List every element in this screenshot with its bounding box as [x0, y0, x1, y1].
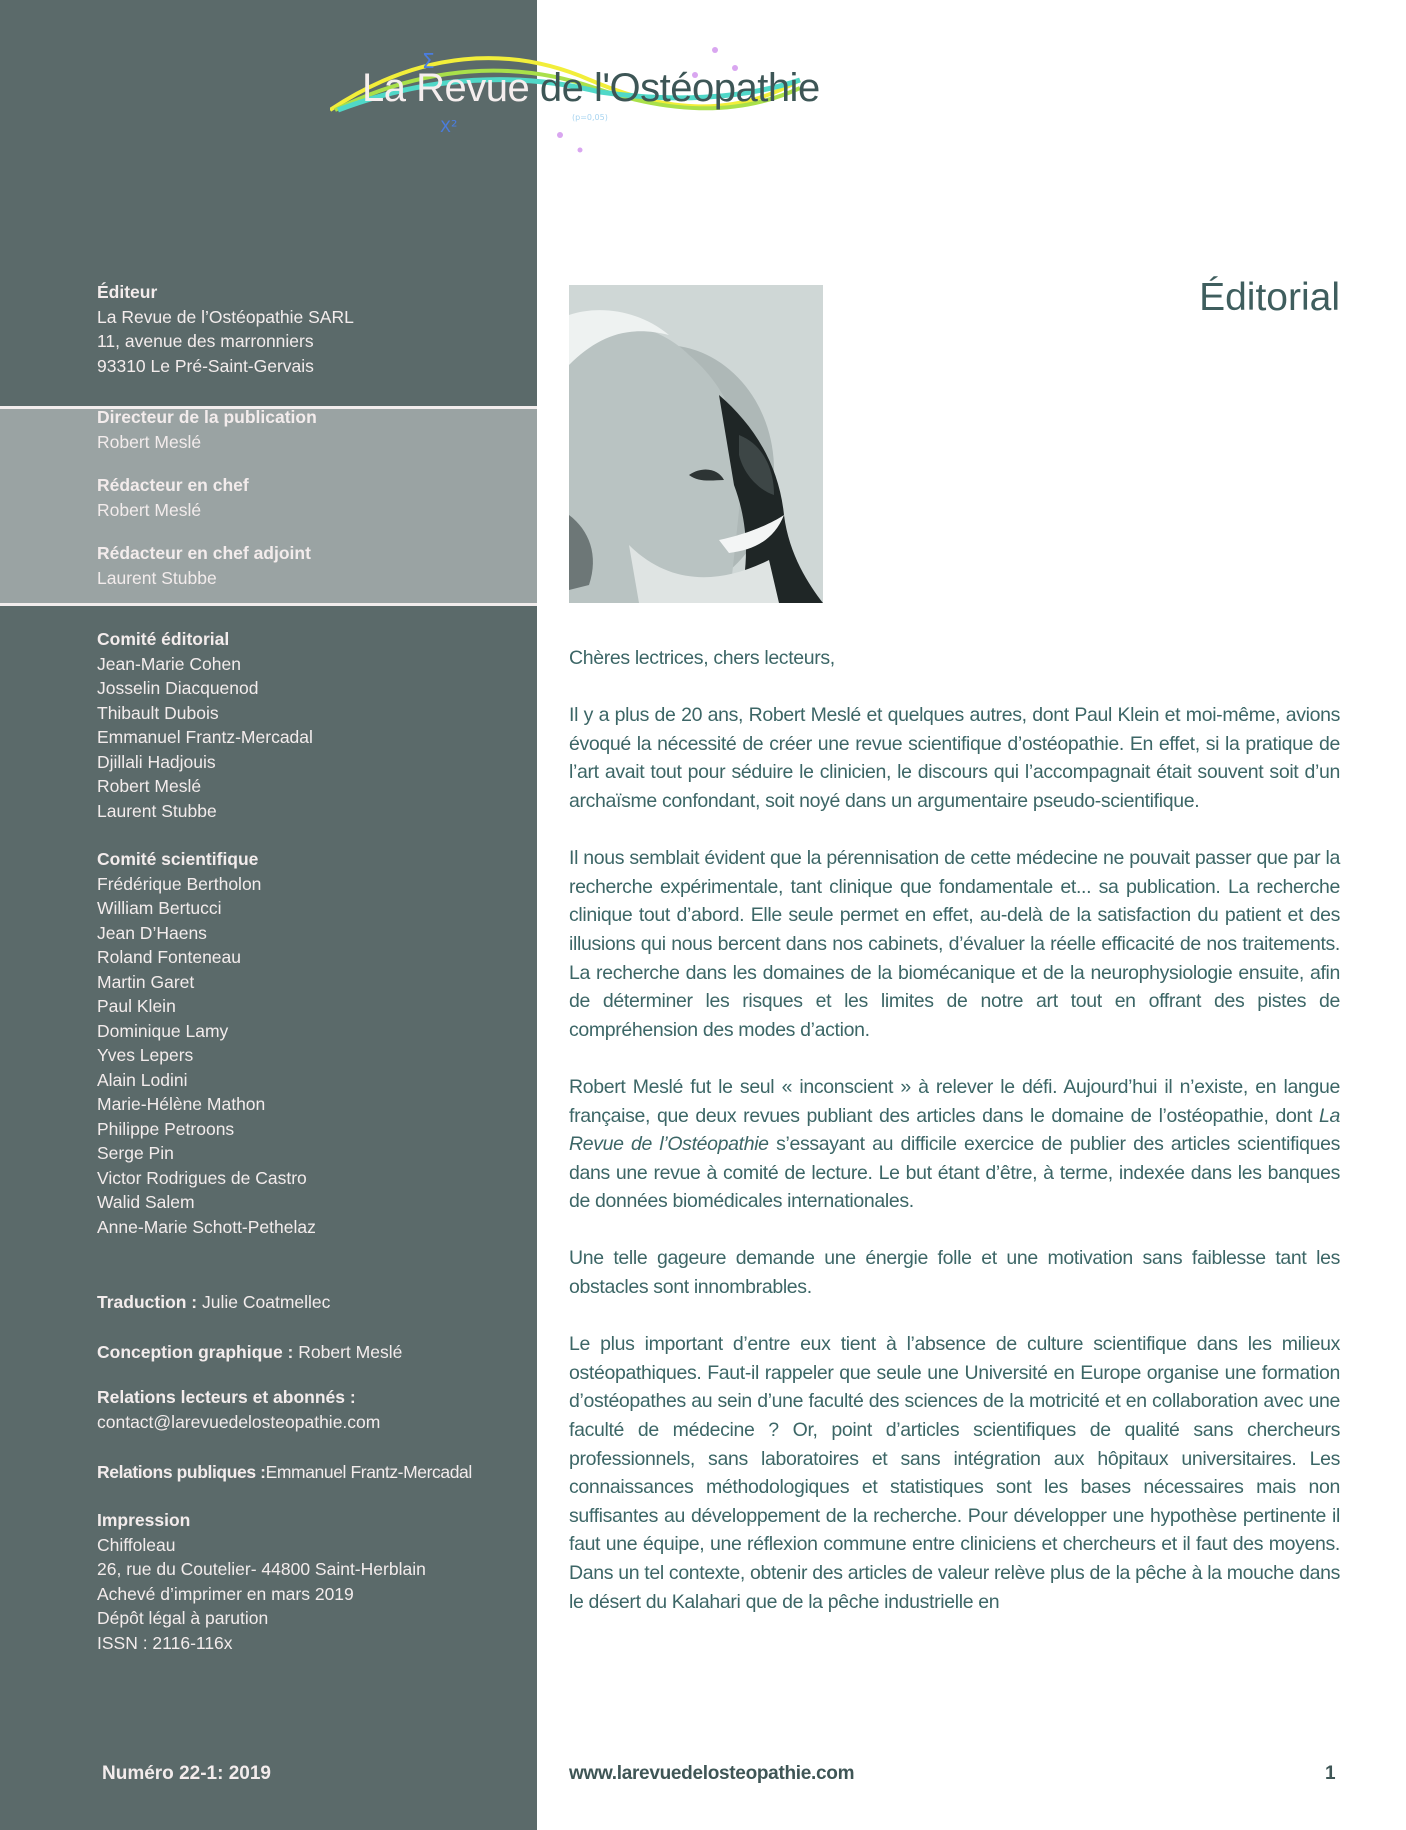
committee-member: Robert Meslé [97, 776, 202, 796]
committee-member: Paul Klein [97, 996, 176, 1016]
deputy-editor-block [97, 541, 311, 590]
editor-in-chief-heading: Rédacteur en chef [97, 475, 249, 495]
logo-pvalue: (p=0,05) [572, 113, 608, 122]
website-link[interactable]: www.larevuedelosteopathie.com [569, 1763, 855, 1784]
committee-member: Josselin Diacquenod [97, 678, 259, 698]
committee-member: Victor Rodrigues de Castro [97, 1167, 307, 1188]
reader-relations [97, 1385, 380, 1434]
scientific-committee [97, 847, 316, 1239]
committee-member: Thibault Dubois [97, 702, 219, 723]
design-credit [97, 1340, 402, 1365]
committee-member: Philippe Petroons [97, 1118, 235, 1139]
committee-member: Dominique Lamy [97, 1020, 229, 1041]
publisher-line: 11, avenue des marronniers [97, 331, 314, 351]
committee-member: Laurent Stubbe [97, 800, 217, 821]
paragraph-text: Robert Meslé fut le seul « inconscient » à relever le défi. Aujourd’hui il n’existe, en langue française, que deux revues publiant des articles dans le domaine de l’ostéopathie, dont [569, 1075, 1340, 1127]
printing-block [97, 1508, 426, 1655]
public-relations-value: Emmanuel Frantz-Mercadal [265, 1462, 472, 1482]
committee-member: Marie-Hélène Mathon [97, 1094, 266, 1114]
editorial-committee-heading: Comité éditorial [97, 629, 230, 649]
committee-member: Jean D’Haens [97, 922, 207, 943]
printing-line: Achevé d’imprimer en mars 2019 [97, 1583, 354, 1604]
printing-line: ISSN : 2116-116x [97, 1632, 233, 1653]
publisher-block [97, 280, 354, 378]
committee-member: Martin Garet [97, 971, 195, 992]
director-name: Robert Meslé [97, 431, 202, 452]
translation-value: Julie Coatmellec [197, 1292, 331, 1312]
printing-line: Dépôt légal à parution [97, 1608, 269, 1628]
logo-chi: X² [440, 117, 458, 136]
editorial-committee [97, 627, 313, 823]
paragraph: Il y a plus de 20 ans, Robert Meslé et quelques autres, dont Paul Klein et moi-même, avions évoqué la nécessité de créer une revue scientifique d’ostéopathie. En effet, si la pratique de l’art avait tout pour séduire le clinicien, le discours qui l’accompagnait était souvent soit d’un archaïsme confondant, soit noyé dans un argumentaire pseudo-scientifique. [569, 704, 1340, 812]
journal-title-part2: de l'Ostéopathie [539, 66, 820, 110]
committee-member: Walid Salem [97, 1192, 195, 1212]
paragraph: Le plus important d’entre eux tient à l’absence de culture scientifique dans les milieux ostéopathiques. Faut-il rappeler que seule une Université en Europe organise une formation d’ostéopathes au sein d’une faculté des sciences de la motricité et en collaboration avec une faculté de médecine ? Or, point d’articles scientifiques de qualité sans chercheurs professionnels, sans laboratoires et sans intégration aux hôpitaux universitaires. Les connaissances méthodologiques et statistiques sont les bases nécessaires mais non suffisantes au développement de la recherche. Pour développer une hypothèse pertinente il faut une équipe, une réflexion commune entre cliniciens et chercheurs et il faut des moyens. Dans un tel contexte, obtenir des articles de valeur relève plus de la pêche à la mouche dans le désert du Kalahari que de la pêche industrielle en [569, 1333, 1340, 1613]
paragraph-text: s’essayant au difficile exercice de publier des articles scientifiques dans une revue à comité de lecture. Le but étant d’être, à terme, indexée dans les banques de données biomédicales internationales. [569, 1133, 1341, 1213]
deputy-editor-name: Laurent Stubbe [97, 567, 217, 588]
printing-line: Chiffoleau [97, 1534, 176, 1555]
director-heading: Directeur de la publication [97, 407, 317, 427]
page-number: 1 [1325, 1763, 1336, 1784]
scientific-committee-heading: Comité scientifique [97, 849, 259, 869]
paragraph [569, 1073, 1340, 1216]
editorial-body [569, 644, 1340, 1645]
committee-member: Anne-Marie Schott-Pethelaz [97, 1216, 316, 1237]
publisher-line: 93310 Le Pré-Saint-Gervais [97, 355, 314, 376]
journal-title [362, 66, 820, 111]
committee-member: Roland Fonteneau [97, 947, 241, 967]
committee-member: William Bertucci [97, 898, 222, 918]
publisher-line: La Revue de l’Ostéopathie SARL [97, 306, 354, 327]
printing-line: 26, rue du Coutelier- 44800 Saint-Herblain [97, 1559, 426, 1579]
greeting: Chères lectrices, chers lecteurs, [569, 647, 835, 669]
committee-member: Djillali Hadjouis [97, 751, 216, 772]
issue-number: Numéro 22-1: 2019 [102, 1763, 271, 1784]
deputy-editor-heading: Rédacteur en chef adjoint [97, 543, 311, 563]
author-photo [569, 285, 823, 603]
logo-dot [557, 132, 563, 138]
public-relations [97, 1460, 472, 1485]
editor-in-chief-block [97, 473, 249, 522]
page-title: Éditorial [1199, 276, 1340, 319]
director-block [97, 405, 317, 454]
logo-dot [712, 47, 718, 53]
logo-dot [578, 148, 583, 153]
committee-member: Alain Lodini [97, 1069, 188, 1090]
journal-name-italic: La Revue de l’Ostéopathie [569, 1104, 1340, 1156]
committee-member: Yves Lepers [97, 1045, 194, 1065]
printing-heading: Impression [97, 1510, 191, 1530]
editor-in-chief-name: Robert Meslé [97, 499, 202, 520]
committee-member: Emmanuel Frantz-Mercadal [97, 727, 313, 747]
design-value: Robert Meslé [293, 1342, 403, 1362]
translation-credit [97, 1290, 330, 1315]
committee-member: Jean-Marie Cohen [97, 653, 241, 674]
journal-title-part1: La Revue [362, 66, 530, 110]
paragraph: Il nous semblait évident que la pérennisation de cette médecine ne pouvait passer que par la recherche expérimentale, tant clinique que fondamentale et... sa publication. La recherche clinique tout d’abord. Elle seule permet en effet, au-delà de la satisfaction du patient et des illusions qui nous bercent dans nos cabinets, d’évaluer la réelle efficacité de nos traitements. La recherche dans les domaines de la biomécanique et de la neurophysiologie ensuite, afin de déterminer les risques et les limites de notre art tout en offrant des pistes de compréhension des modes d’action. [569, 847, 1340, 1041]
translation-label: Traduction : [97, 1292, 198, 1312]
logo-sigma: Σ [422, 49, 435, 73]
committee-member: Frédérique Bertholon [97, 873, 262, 894]
paragraph: Une telle gageure demande une énergie folle et une motivation sans faiblesse tant les obstacles sont innombrables. [569, 1247, 1340, 1299]
author-portrait-illustration [569, 285, 823, 603]
reader-relations-label: Relations lecteurs et abonnés : [97, 1387, 356, 1407]
contact-email[interactable]: contact@larevuedelosteopathie.com [97, 1411, 381, 1432]
publisher-heading: Éditeur [97, 282, 158, 302]
design-label: Conception graphique : [97, 1342, 294, 1362]
public-relations-label: Relations publiques : [97, 1462, 266, 1482]
committee-member: Serge Pin [97, 1143, 174, 1163]
